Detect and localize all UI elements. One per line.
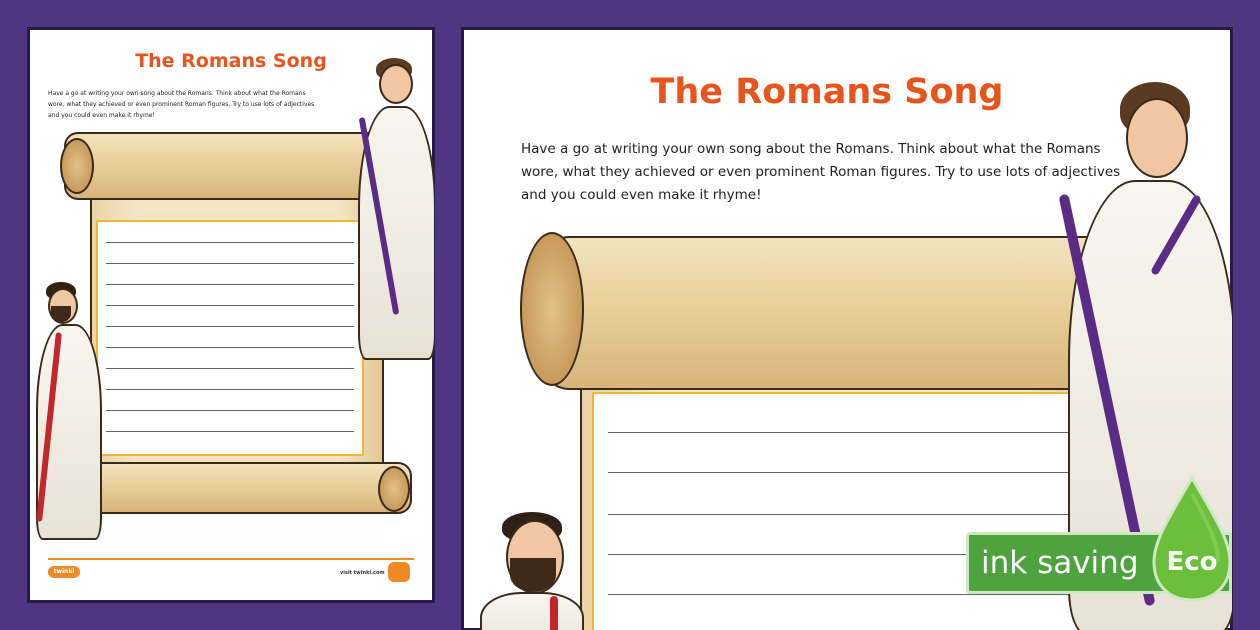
worksheet-thumbnail <box>28 28 434 602</box>
footer-url: visit twinkl.com <box>340 570 385 576</box>
roman-man-figure <box>30 282 104 554</box>
badge-icon <box>388 562 410 582</box>
writing-line <box>608 594 1098 595</box>
writing-line <box>608 432 1098 433</box>
writing-line <box>608 514 1098 515</box>
twinkl-logo: twinkl <box>48 566 80 578</box>
leaf-icon <box>1152 476 1232 602</box>
instructions-small <box>48 88 388 121</box>
roman-man-figure <box>480 512 590 630</box>
writing-box-small <box>96 220 364 456</box>
instructions-line: and you could even make it rhyme! <box>48 112 155 119</box>
writing-line <box>608 472 1098 473</box>
instructions-line: Have a go at writing your own song about the Romans. Think about what the Romans <box>48 90 306 97</box>
eco-label: Eco <box>1166 547 1218 577</box>
instructions-text <box>521 138 1141 207</box>
instructions-line: wore, what they achieved or even prominent Roman figures. Try to use lots of adjectives <box>521 164 1121 180</box>
scroll-top-roll <box>540 236 1144 390</box>
worksheet-title: The Romans Song <box>650 72 1004 112</box>
writing-box <box>592 392 1116 630</box>
scroll-bottom-roll <box>88 462 412 514</box>
scroll-roll-end <box>520 232 584 386</box>
instructions-line: wore, what they achieved or even prominent Roman figures. Try to use lots of adjectives <box>48 101 315 108</box>
roman-woman-figure <box>346 56 434 356</box>
instructions-line: Have a go at writing your own song about the Romans. Think about what the Romans <box>521 141 1101 157</box>
ink-saving-label: ink saving <box>981 545 1139 581</box>
worksheet-title-small: The Romans Song <box>135 50 327 72</box>
instructions-line: and you could even make it rhyme! <box>521 187 762 203</box>
